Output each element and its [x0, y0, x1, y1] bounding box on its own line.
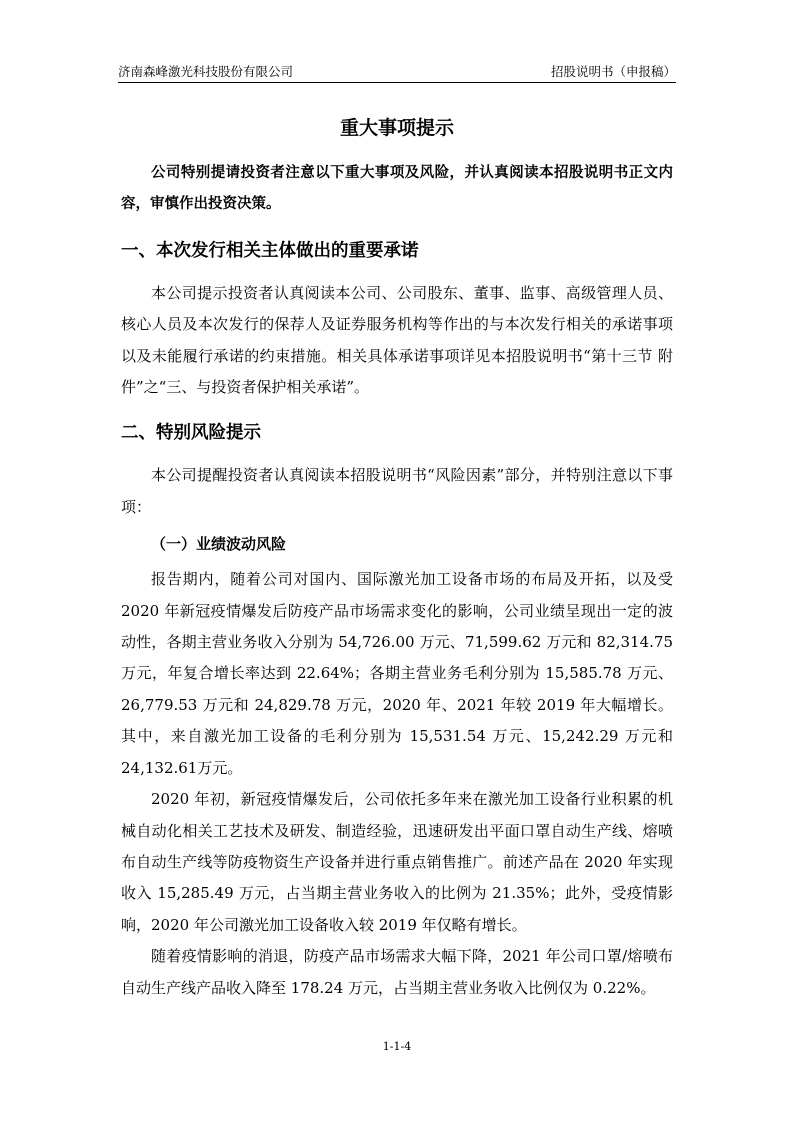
subsection-heading: （一）业绩波动风险	[151, 535, 287, 554]
intro-paragraph: 公司特别提请投资者注意以下重大事项及风险，并认真阅读本招股说明书正文内容，审慎作出投资决策。	[121, 165, 673, 213]
header-company: 济南森峰激光科技股份有限公司	[118, 64, 294, 79]
page-title: 重大事项提示	[339, 117, 454, 139]
page-number: 1-1-4	[382, 1040, 412, 1053]
section2-paragraph: 本公司提醒投资者认真阅读本招股说明书“风险因素”部分，并特别注意以下事项：	[121, 466, 673, 516]
header-doc-type: 招股说明书（申报稿）	[550, 64, 676, 79]
section1-paragraph: 本公司提示投资者认真阅读本公司、公司股东、董事、监事、高级管理人员、核心人员及本次发行的保荐人及证券服务机构等作出的与本次发行相关的承诺事项以及未能履行承诺的约束措施。相关具体承诺事项详见本招股说明书“第十三节 附件”之“三、与投资者保护相关承诺”。	[121, 283, 673, 397]
document-body	[121, 158, 673, 1004]
subsection-paragraph-1: 报告期内，随着公司对国内、国际激光加工设备市场的布局及开拓，以及受 2020 年新冠疫情爆发后防疫产品市场需求变化的影响，公司业绩呈现出一定的波动性，各期主营业务收入分别为 54,726.00 万元、71,599.62 万元和 82,314.75 万元，年复合增长率达到 22.64%；各期主营业务毛利分别为 15,585.78 万元、26,779.53 万元和 24,829.78 万元，2020 年、2021 年较 2019 年大幅增长。其中，来自激光加工设备的毛利分别为 15,531.54 万元、15,242.29 万元和 24,132.61万元。	[121, 570, 673, 777]
subsection-paragraph-2: 2020 年初，新冠疫情爆发后，公司依托多年来在激光加工设备行业积累的机械自动化相关工艺技术及研发、制造经验，迅速研发出平面口罩自动生产线、熔喷布自动生产线等防疫物资生产设备并进行重点销售推广。前述产品在 2020 年实现收入 15,285.49 万元，占当期主营业务收入的比例为 21.35%；此外，受疫情影响，2020 年公司激光加工设备收入较 2019 年仅略有增长。	[121, 790, 673, 934]
section1-heading: 一、本次发行相关主体做出的重要承诺	[121, 240, 419, 261]
header-divider	[118, 82, 676, 83]
section2-heading: 二、特别风险提示	[121, 423, 261, 444]
subsection-paragraph-3: 随着疫情影响的消退，防疫产品市场需求大幅下降，2021 年公司口罩/熔喷布自动生产线产品收入降至 178.24 万元，占当期主营业务收入比例仅为 0.22%。	[121, 947, 673, 997]
page-header	[118, 62, 676, 82]
